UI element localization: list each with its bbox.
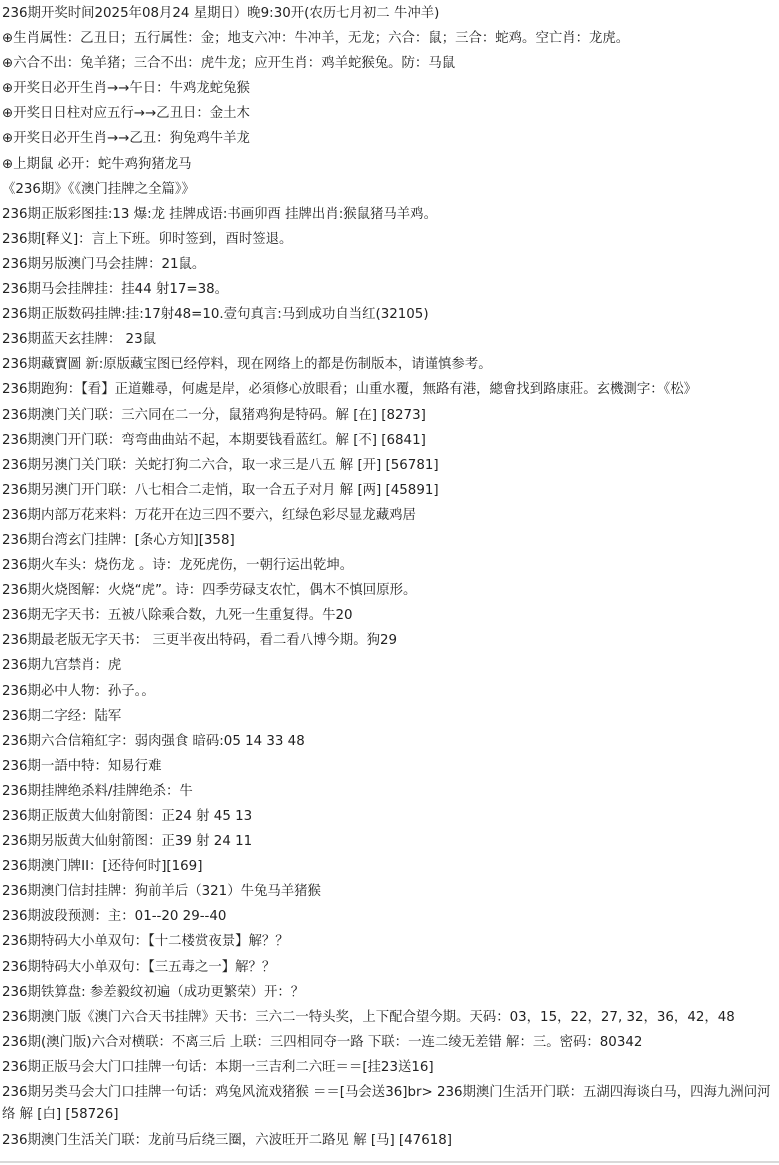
bottom-divider	[0, 1161, 779, 1163]
text-line: 236期[释义]：言上下班。卯时签到，酉时签退。	[2, 231, 293, 247]
text-line: 236期澳门版《澳门六合天书挂牌》天书：三六二一特头奖，上下配合望今期。天码：03，15，22，27, 32，36，42，48	[2, 1009, 735, 1025]
text-line: ⊕上期鼠 必开：蛇牛鸡狗猪龙马	[2, 156, 192, 172]
text-line: 236期马会挂牌挂：挂44 射17=38。	[2, 282, 229, 298]
text-line: 236期波段预测：主：01--20 29--40	[2, 909, 227, 925]
text-line: 236期开奖时间2025年08月24 星期日）晚9:30开(农历七月初二 牛冲羊)	[2, 6, 440, 21]
text-line: 236期正版数码挂牌:挂:17射48=10.壹句真言:马到成功自当红(32105)	[2, 307, 429, 323]
text-line: 236期特码大小单双句：【三五毒之一】解？？	[2, 959, 276, 975]
text-line: 236期火车头：烧伤龙 。诗：龙死虎伤，一朝行运出乾坤。	[2, 558, 354, 574]
text-line: 236期另版澳门马会挂牌：21鼠。	[2, 256, 206, 272]
text-line: 236期藏寶圖 新:原版藏宝图已经停料，现在网络上的都是伤制版本，请谨慎参考。	[2, 357, 492, 373]
text-line: ⊕开奖日日柱对应五行→→乙丑日：金土木	[2, 106, 250, 122]
text-line: ⊕开奖日必开生肖→→乙丑：狗兔鸡牛羊龙	[2, 131, 250, 147]
text-line: 236期另澳门开门联：八七相合二走悄，取一合五子对月 解 [两] [45891]	[2, 482, 439, 498]
text-line: 236期必中人物：孙子。。	[2, 683, 155, 699]
text-line: 236期挂牌绝杀料/挂牌绝杀：牛	[2, 783, 193, 799]
text-line: 236期二字经：陆军	[2, 708, 122, 724]
text-line: 236期台湾玄门挂牌：[条心方知][358]	[2, 532, 235, 548]
text-line: 236期特码大小单双句：【十二楼赏夜景】解？？	[2, 934, 289, 950]
text-line: 236期澳门信封挂牌：狗前羊后（321）牛兔马羊猪猴	[2, 884, 321, 900]
text-line: 236期正版黄大仙射箭图：正24 射 45 13	[2, 809, 253, 824]
text-line: 236期澳门牌II：[还待何时][169]	[2, 859, 203, 875]
text-line: 236期正版马会大门口挂牌一句话：本期一三吉利二六旺＝＝[挂23送16]	[2, 1059, 434, 1075]
text-line: 236期另版黄大仙射箭图：正39 射 24 11	[2, 834, 253, 850]
text-line: ⊕生肖属性：乙丑日；五行属性：金；地支六冲：牛冲羊，无龙；六合：鼠；三合：蛇鸡。空亡肖：龙虎。	[2, 31, 630, 47]
text-line: ⊕开奖日必开生肖→→午日：牛鸡龙蛇兔猴	[2, 81, 250, 97]
text-line: 236期内部万花来料：万花开在边三四不要六，红绿色彩尽显龙藏鸡居	[2, 507, 416, 523]
text-line: 《236期》《《澳门挂牌之全篇》》	[2, 181, 195, 197]
text-line: 236期火烧图解：火烧“虎”。诗：四季劳碌支农忙，偶木不慎回原形。	[2, 583, 417, 599]
text-line: 236期铁算盘: 参差毅纹初遍（成功更繁荣）开：？	[2, 984, 305, 1000]
text-line: 236期澳门关门联：三六同在二一分，鼠猪鸡狗是特码。解 [在] [8273]	[2, 407, 426, 423]
text-line: 236期正版彩图挂:13 爆:龙 挂牌成语:书画卯酉 挂牌出肖:猴鼠猪马羊鸡。	[2, 206, 437, 222]
text-line: 236期最老版无字天书： 三更半夜出特码，看二看八博今期。狗29	[2, 633, 398, 649]
text-line: 236期一語中特：知易行难	[2, 758, 162, 774]
text-line: 236期澳门生活关门联：龙前马后绕三圈，六波旺开二路见 解 [马] [47618]	[2, 1133, 452, 1149]
text-line: 236期无字天书：五被八除乘合数，九死一生重复得。牛20	[2, 608, 353, 624]
text-line: 236期另澳门关门联：关蛇打狗二六合，取一求三是八五 解 [开] [56781]	[2, 457, 439, 473]
text-line: 236期(澳门版)六合对横联：不离三后 上联：三四相同夺一路 下联：一连二绫无差错 解：三。密码：80342	[2, 1034, 643, 1050]
text-line: 236期澳门开门联：弯弯曲曲站不起，本期要钱看蓝红。解 [不] [6841]	[2, 432, 426, 448]
text-line: 236期六合信箱紅字：弱肉强食 暗码:05 14 33 48	[2, 733, 305, 749]
text-line: ⊕六合不出：兔羊猪；三合不出：虎牛龙；应开生肖：鸡羊蛇猴兔。防：马鼠	[2, 56, 456, 72]
text-line: 236期跑狗：【看】正道難尋，何處是岸，必須修心放眼看；山重水覆，無路有港，總會找到路康莊。玄機測字：《松》	[2, 382, 698, 398]
text-line-wrapped: 236期另类马会大门口挂牌一句话：鸡兔风流戏猪猴 ＝＝[马会送36]br> 236期澳门生活开门联：五湖四海谈白马，四海九洲问河络 解 [白] [58726]	[2, 1085, 771, 1123]
text-line: 236期蓝天玄挂牌： 23鼠	[2, 332, 156, 348]
text-line: 236期九宫禁肖：虎	[2, 658, 122, 674]
